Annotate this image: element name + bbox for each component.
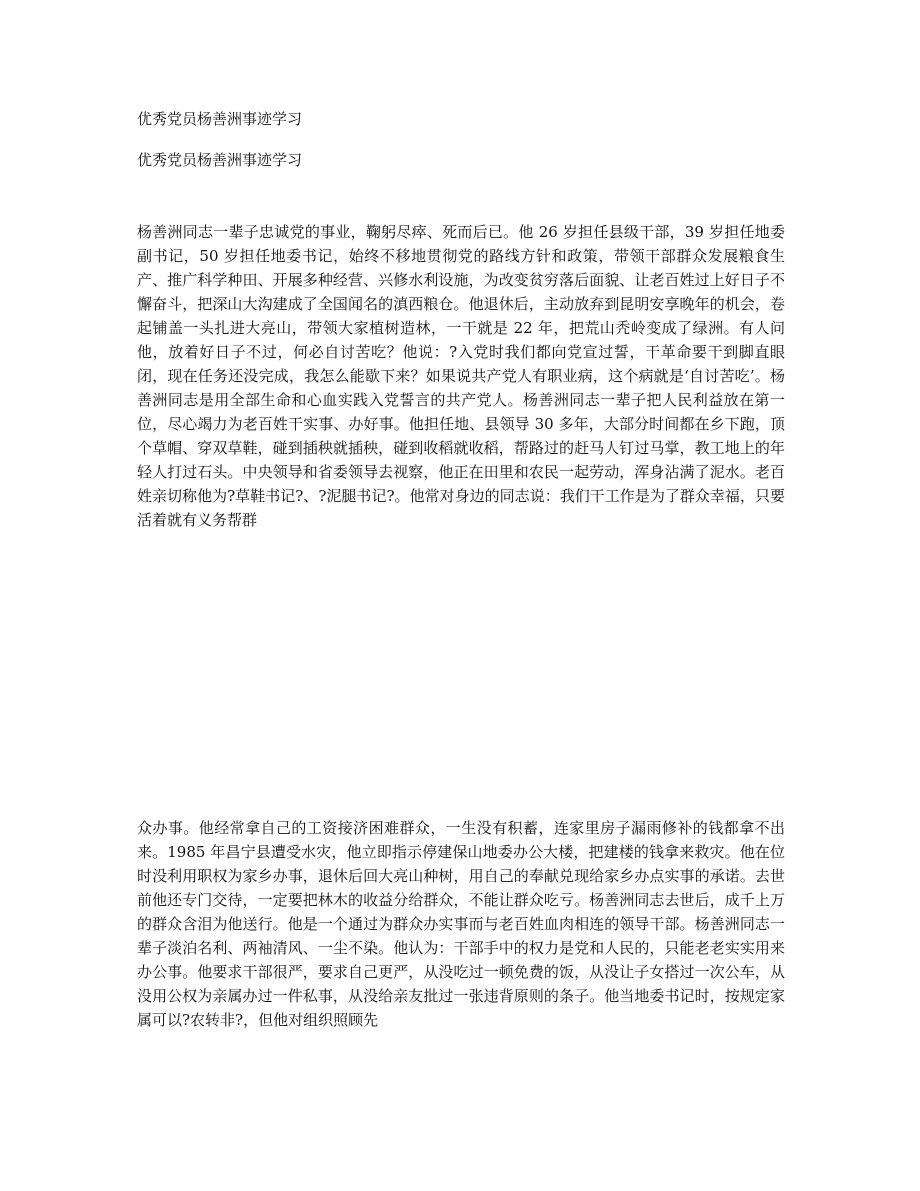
body-paragraph-1: 杨善洲同志一辈子忠诚党的事业，鞠躬尽瘁、死而后已。他 26 岁担任县级干部，39 岁担任地委副书记，50 岁担任地委书记，始终不移地贯彻党的路线方针和政策，带领干部群众发展粮食生产、推广科学种田、开展多种经营、兴修水利设施，为改变贫穷落后面貌、让老百姓过上好日子不懈奋斗，把深山大沟建成了全国闻名的滇西粮仓。他退休后，主动放弃到昆明安享晚年的机会，卷起铺盖一头扎进大亮山，带领大家植树造林，一干就是 22 年，把荒山秃岭变成了绿洲。有人问他，放着好日子不过，何必自讨苦吃？他说：?入党时我们都向党宣过誓，干革命要干到脚直眼闭，现在任务还没完成，我怎么能歇下来？如果说共产党人有职业病，这个病就是‘自讨苦吃’。杨善洲同志是用全部生命和心血实践入党誓言的共产党人。杨善洲同志一辈子把人民利益放在第一位，尽心竭力为老百姓干实事、办好事。他担任地、县领导 30 多年，大部分时间都在乡下跑，顶个草帽、穿双草鞋，碰到插秧就插秧，碰到收稻就收稻，帮路过的赶马人钉过马掌，教工地上的年轻人打过石头。中央领导和省委领导去视察，他正在田里和农民一起劳动，浑身沾满了泥水。老百姓亲切称他为?草鞋书记?、?泥腿书记?。他常对身边的同志说：我们干工作是为了群众幸福，只要活着就有义务帮群 — [137, 223, 785, 529]
body-paragraph-2: 众办事。他经常拿自己的工资接济困难群众，一生没有积蓄，连家里房子漏雨修补的钱都拿不出来。1985 年昌宁县遭受水灾，他立即指示停建保山地委办公大楼，把建楼的钱拿来救灾。他在位时没利用职权为家乡办事，退休后回大亮山种树，用自己的奉献兑现给家乡办点实事的承诺。去世前他还专门交待，一定要把林木的收益分给群众，不能让群众吃亏。杨善洲同志去世后，成千上万的群众含泪为他送行。他是一个通过为群众办实事而与老百姓血肉相连的领导干部。杨善洲同志一辈子淡泊名利、两袖清风、一尘不染。他认为：干部手中的权力是党和人民的，只能老老实实用来办公事。他要求干部很严，要求自己更严，从没吃过一顿免费的饭，从没让子女搭过一次公车，从没用公权为亲属办过一件私事，从没给亲友批过一张违背原则的条子。他当地委书记时，按规定家属可以?农转非?，但他对组织照顾先 — [137, 819, 785, 1029]
document-subtitle: 优秀党员杨善洲事迹学习 — [137, 151, 303, 169]
document-title: 优秀党员杨善洲事迹学习 — [137, 110, 303, 128]
